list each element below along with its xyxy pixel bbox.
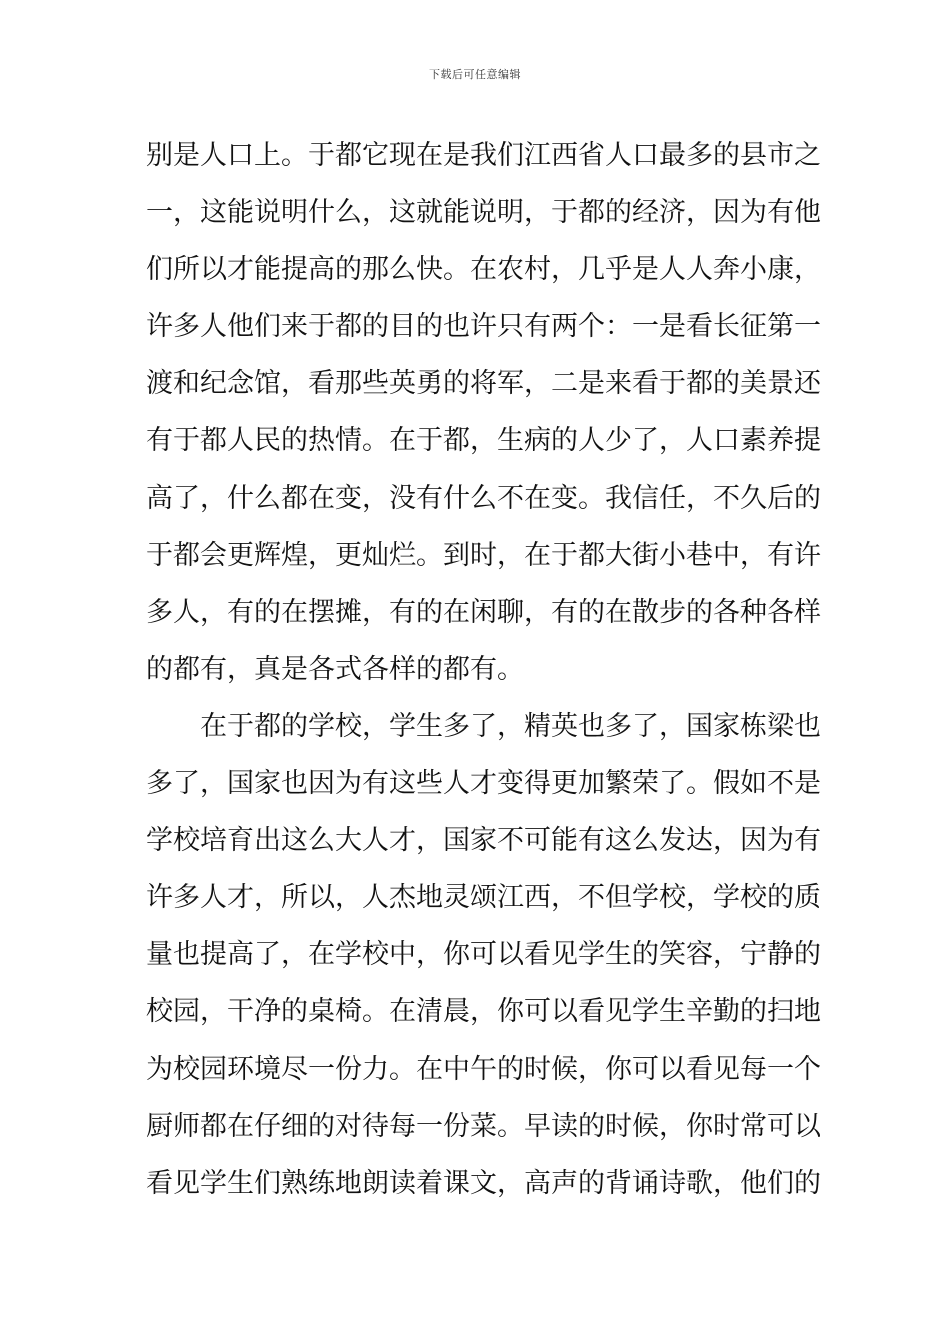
- paragraph-2-line: 校园，干净的桌椅。在清晨，你可以看见学生辛勤的扫地: [146, 996, 821, 1028]
- paragraph-2-line: 看见学生们熟练地朗读着课文，高声的背诵诗歌，他们的: [146, 1167, 821, 1199]
- paragraph-2-first-line: 在于都的学校，学生多了，精英也多了，国家栋梁也: [200, 710, 821, 742]
- paragraph-1-line: 有于都人民的热情。在于都，生病的人少了，人口素养提: [146, 425, 821, 457]
- paragraph-2-line: 量也提高了，在学校中，你可以看见学生的笑容，宁静的: [146, 939, 821, 971]
- paragraph-1-line: 高了，什么都在变，没有什么不在变。我信任，不久后的: [146, 482, 821, 514]
- paragraph-2-line: 多了，国家也因为有这些人才变得更加繁荣了。假如不是: [146, 768, 821, 800]
- paragraph-1-last-line: 的都有，真是各式各样的都有。: [146, 653, 524, 685]
- paragraph-2-line: 厨师都在仔细的对待每一份菜。早读的时候，你时常可以: [146, 1110, 821, 1142]
- page-header: 下载后可任意编辑: [429, 68, 521, 81]
- paragraph-1-line: 多人，有的在摆摊，有的在闲聊，有的在散步的各种各样: [146, 596, 821, 628]
- paragraph-1-line: 们所以才能提高的那么快。在农村，几乎是人人奔小康，: [146, 254, 821, 286]
- paragraph-2-line: 许多人才，所以，人杰地灵颂江西，不但学校，学校的质: [146, 882, 821, 914]
- paragraph-1-line: 许多人他们来于都的目的也许只有两个：一是看长征第一: [146, 311, 821, 343]
- paragraph-1-line: 别是人口上。于都它现在是我们江西省人口最多的县市之: [146, 140, 821, 171]
- paragraph-2-line: 学校培育出这么大人才，国家不可能有这么发达，因为有: [146, 825, 821, 857]
- paragraph-1-line: 一，这能说明什么，这就能说明，于都的经济，因为有他: [146, 197, 821, 229]
- paragraph-2-line: 为校园环境尽一份力。在中午的时候，你可以看见每一个: [146, 1053, 821, 1085]
- body-text: [146, 127, 821, 1212]
- paragraph-1-line: 于都会更辉煌，更灿烂。到时，在于都大街小巷中，有许: [146, 539, 821, 571]
- paragraph-1-line: 渡和纪念馆，看那些英勇的将军，二是来看于都的美景还: [146, 368, 821, 400]
